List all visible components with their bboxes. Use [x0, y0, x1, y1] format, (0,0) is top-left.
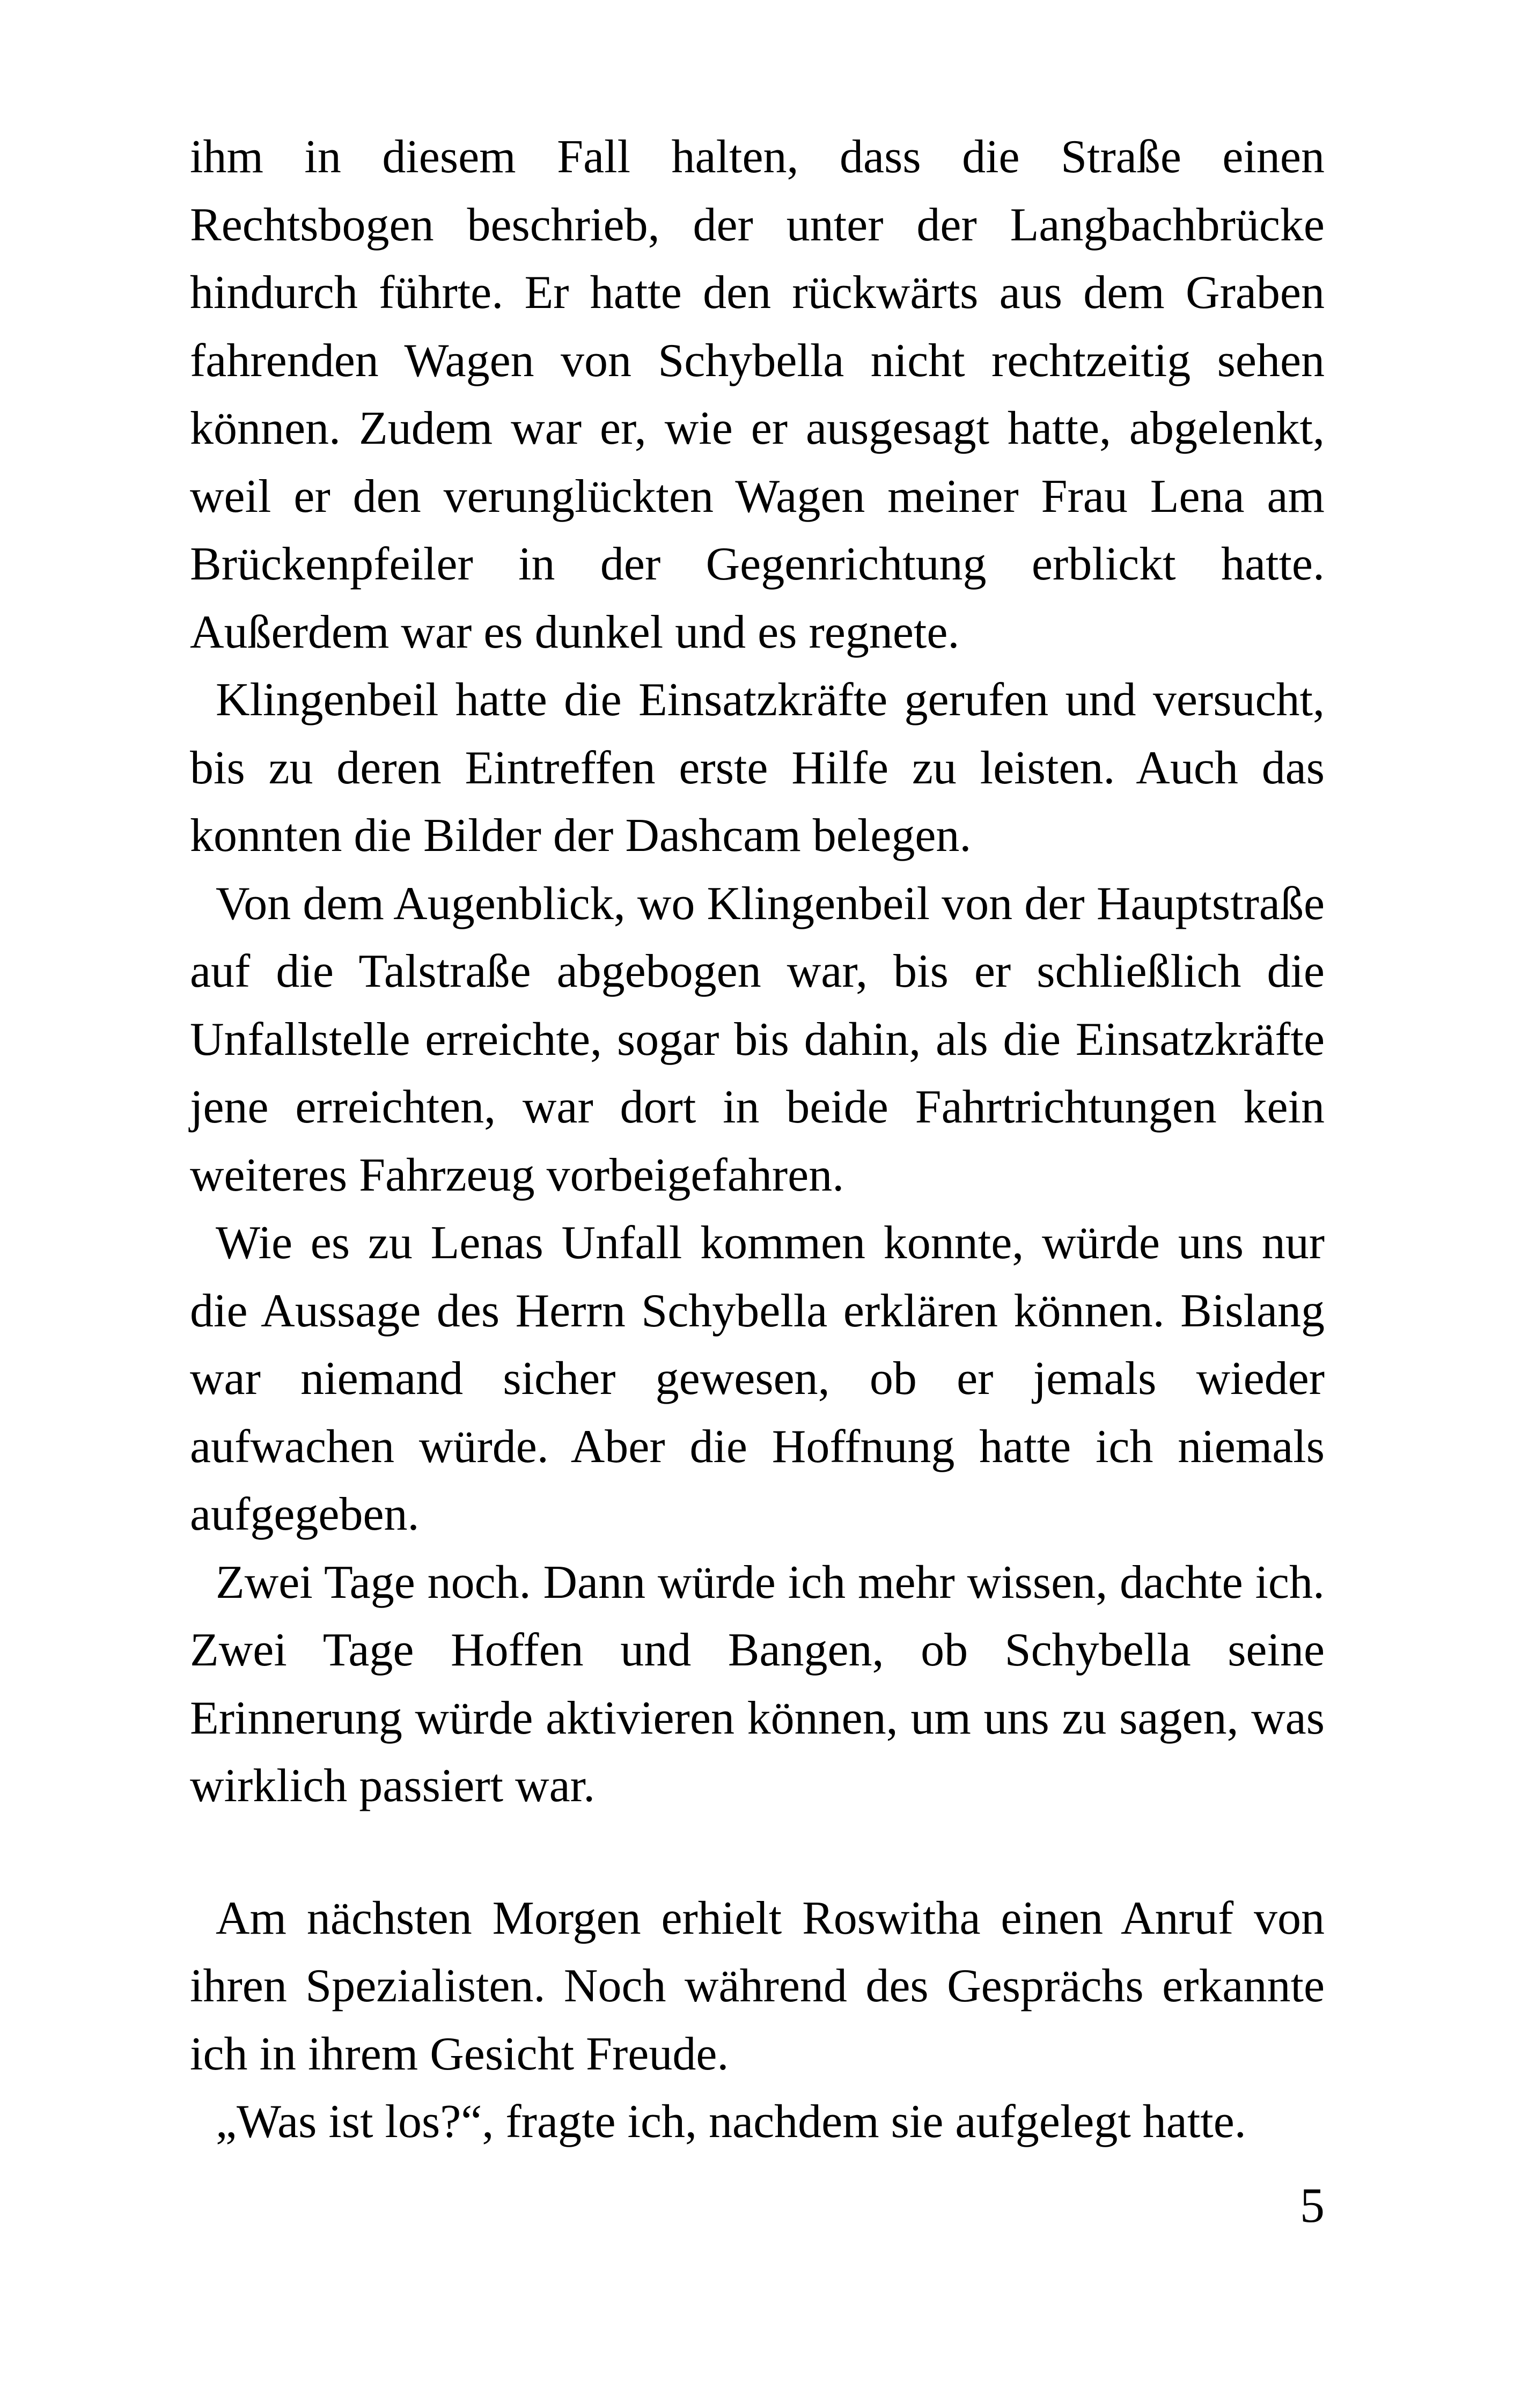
paragraph: Von dem Augenblick, wo Klingenbeil von der Hauptstraße auf die Talstraße abgebogen war, bis er schließlich die Unfallstelle erreichte, sogar bis dahin, als die Einsatzkräfte jene erreichten, war dort in beide Fahrtrichtungen kein weiteres Fahrzeug vorbeigefahren. [190, 877, 1325, 1201]
body-text [190, 123, 1325, 2156]
paragraph: „Was ist los?“, fragte ich, nachdem sie aufgelegt hatte. [216, 2096, 1246, 2148]
paragraph: Zwei Tage noch. Dann würde ich mehr wissen, dachte ich. Zwei Tage Hoffen und Bangen, ob Schybella seine Erinnerung würde aktivieren können, um uns zu sagen, was wirklich passiert war. [190, 1556, 1325, 1812]
paragraph: Klingenbeil hatte die Einsatzkräfte gerufen und versucht, bis zu deren Eintreffen erste Hilfe zu leisten. Auch das konnten die Bilder der Dashcam belegen. [190, 674, 1325, 862]
paragraph: Am nächsten Morgen erhielt Roswitha einen Anruf von ihren Spezialisten. Noch während des Gesprächs erkannte ich in ihrem Gesicht Freude. [190, 1892, 1325, 2080]
page-number: 5 [1300, 2178, 1325, 2233]
section-break [190, 1820, 1325, 1885]
paragraph-continuation: ihm in diesem Fall halten, dass die Straße einen Rechtsbogen beschrieb, der unter der Langbachbrücke hindurch führte. Er hatte den rückwärts aus dem Graben fahrenden Wagen von Schybella nicht rechtzeitig sehen können. Zudem war er, wie er ausgesagt hatte, abgelenkt, weil er den verunglückten Wagen meiner Frau Lena am Brückenpfeiler in der Gegenrichtung erblickt hatte. Außerdem war es dunkel und es regnete. [190, 131, 1325, 658]
paragraph: Wie es zu Lenas Unfall kommen konnte, würde uns nur die Aussage des Herrn Schybella erklären können. Bislang war niemand sicher gewesen, ob er jemals wieder aufwachen würde. Aber die Hoffnung hatte ich niemals aufgegeben. [190, 1217, 1325, 1540]
